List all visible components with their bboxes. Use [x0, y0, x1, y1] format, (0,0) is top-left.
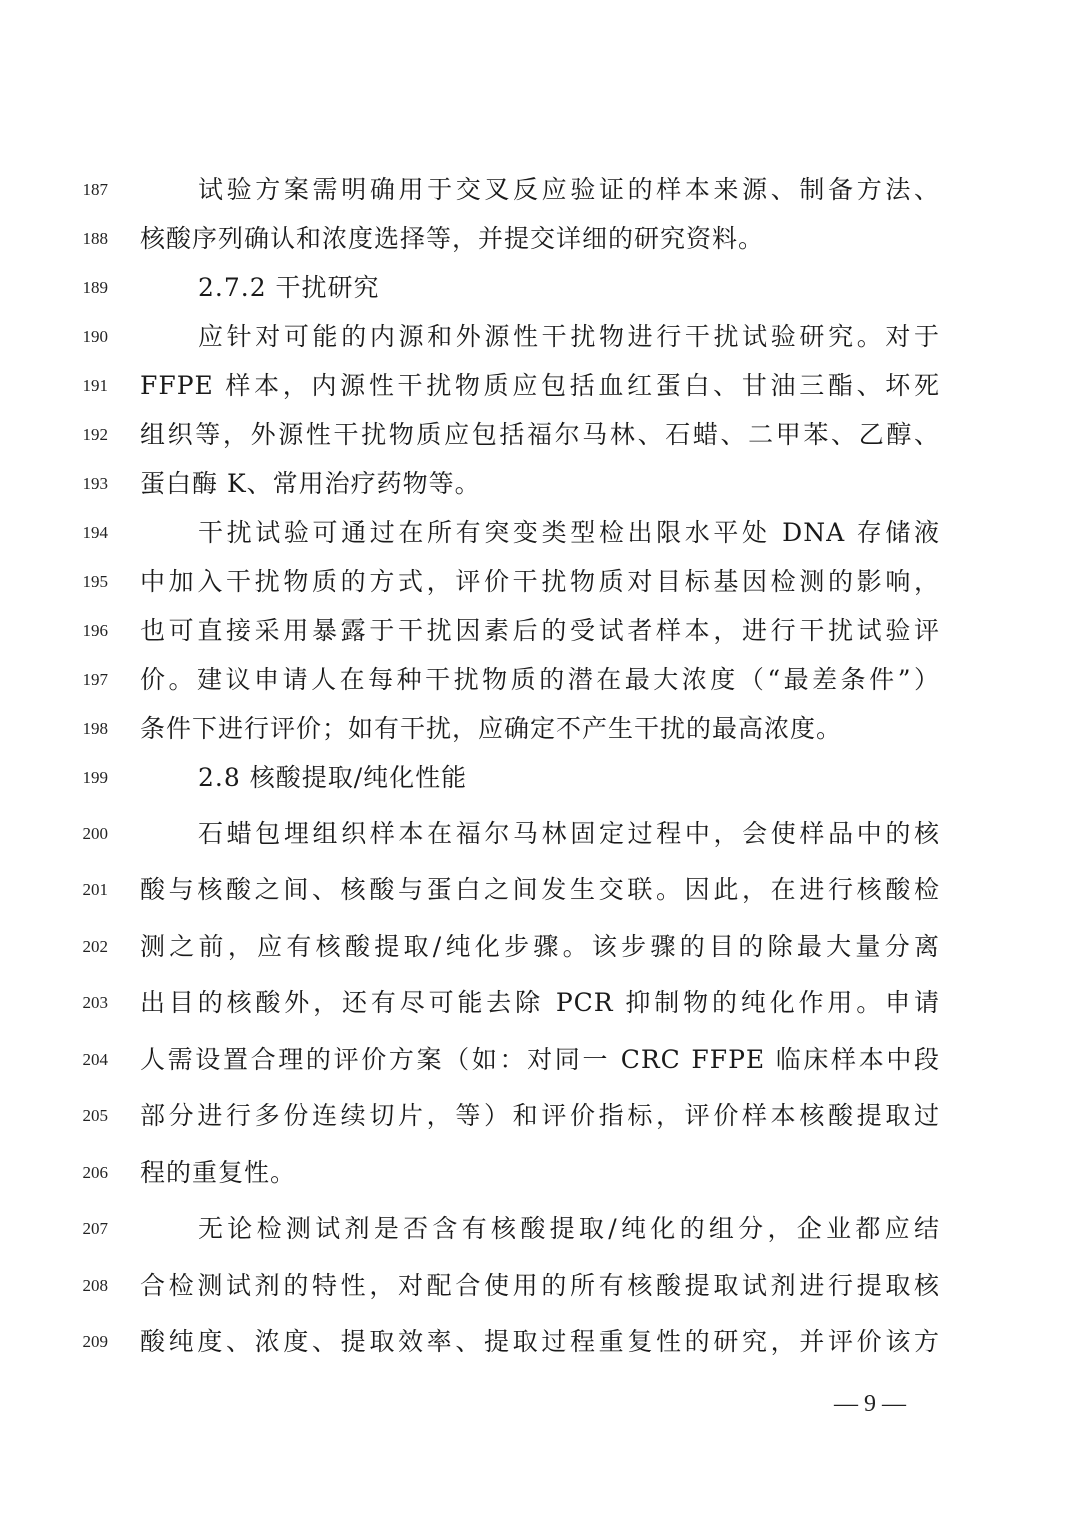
line-text: 部分进行多份连续切片，等）和评价指标，评价样本核酸提取过 — [140, 1101, 940, 1130]
text-line — [0, 1322, 1080, 1362]
page-number: — 9 — — [834, 1391, 906, 1417]
text-line — [0, 814, 1080, 854]
line-text: 中加入干扰物质的方式，评价干扰物质对目标基因检测的影响， — [140, 567, 940, 596]
line-text: FFPE 样本，内源性干扰物质应包括血红蛋白、甘油三酯、坏死 — [140, 371, 940, 400]
line-text: 合检测试剂的特性，对配合使用的所有核酸提取试剂进行提取核 — [140, 1271, 940, 1300]
section-heading: 2.8 核酸提取/纯化性能 — [198, 763, 468, 792]
text-line — [0, 1153, 1080, 1193]
line-number: 193 — [82, 474, 108, 493]
text-line — [0, 219, 1080, 259]
line-text: 测之前，应有核酸提取/纯化步骤。该步骤的目的除最大量分离 — [140, 932, 940, 961]
line-text: 程的重复性。 — [140, 1158, 297, 1187]
line-number: 202 — [82, 937, 108, 956]
section-heading-line — [0, 758, 1080, 798]
text-line — [0, 562, 1080, 602]
line-text: 应针对可能的内源和外源性干扰物进行干扰试验研究。对于 — [198, 322, 940, 351]
text-line — [0, 927, 1080, 967]
text-line — [0, 709, 1080, 749]
text-line — [0, 366, 1080, 406]
line-text: 试验方案需明确用于交叉反应验证的样本来源、制备方法、 — [198, 175, 940, 204]
section-heading-line — [0, 268, 1080, 308]
line-number: 198 — [82, 719, 108, 738]
text-line — [0, 660, 1080, 700]
line-number: 207 — [82, 1219, 108, 1238]
line-number: 187 — [82, 180, 108, 199]
text-line — [0, 870, 1080, 910]
line-number: 196 — [82, 621, 108, 640]
line-text: 也可直接采用暴露于干扰因素后的受试者样本，进行干扰试验评 — [140, 616, 940, 645]
text-line — [0, 170, 1080, 210]
text-line — [0, 464, 1080, 504]
text-line — [0, 1266, 1080, 1306]
line-text: 核酸序列确认和浓度选择等，并提交详细的研究资料。 — [140, 224, 765, 253]
line-number: 204 — [82, 1050, 108, 1069]
line-text: 蛋白酶 K、常用治疗药物等。 — [140, 469, 481, 498]
text-line — [0, 1040, 1080, 1080]
text-line — [0, 415, 1080, 455]
text-line — [0, 513, 1080, 553]
text-line — [0, 983, 1080, 1023]
section-heading: 2.7.2 干扰研究 — [198, 273, 380, 302]
line-text: 无论检测试剂是否含有核酸提取/纯化的组分，企业都应结 — [198, 1214, 940, 1243]
line-number: 194 — [82, 523, 108, 542]
text-line — [0, 317, 1080, 357]
line-number: 208 — [82, 1276, 108, 1295]
line-text: 出目的核酸外，还有尽可能去除 PCR 抑制物的纯化作用。申请 — [140, 988, 940, 1017]
line-number: 209 — [82, 1332, 108, 1351]
line-number: 197 — [82, 670, 108, 689]
line-text: 条件下进行评价；如有干扰，应确定不产生干扰的最高浓度。 — [140, 714, 843, 743]
line-text: 石蜡包埋组织样本在福尔马林固定过程中，会使样品中的核 — [198, 819, 940, 848]
line-number: 188 — [82, 229, 108, 248]
line-number: 191 — [82, 376, 108, 395]
line-number: 199 — [82, 768, 108, 787]
line-text: 价。建议申请人在每种干扰物质的潜在最大浓度（“最差条件”） — [140, 665, 940, 694]
text-line — [0, 1209, 1080, 1249]
line-number: 205 — [82, 1106, 108, 1125]
line-number: 189 — [82, 278, 108, 297]
line-number: 206 — [82, 1163, 108, 1182]
text-line — [0, 1096, 1080, 1136]
line-text: 人需设置合理的评价方案（如：对同一 CRC FFPE 临床样本中段 — [140, 1045, 940, 1074]
line-text: 组织等，外源性干扰物质应包括福尔马林、石蜡、二甲苯、乙醇、 — [140, 420, 940, 449]
line-number: 203 — [82, 993, 108, 1012]
line-text: 干扰试验可通过在所有突变类型检出限水平处 DNA 存储液 — [198, 518, 940, 547]
line-number: 192 — [82, 425, 108, 444]
line-number: 190 — [82, 327, 108, 346]
text-line — [0, 611, 1080, 651]
line-number: 201 — [82, 880, 108, 899]
line-text: 酸与核酸之间、核酸与蛋白之间发生交联。因此，在进行核酸检 — [140, 875, 940, 904]
line-number: 195 — [82, 572, 108, 591]
line-number: 200 — [82, 824, 108, 843]
line-text: 酸纯度、浓度、提取效率、提取过程重复性的研究，并评价该方 — [140, 1327, 940, 1356]
